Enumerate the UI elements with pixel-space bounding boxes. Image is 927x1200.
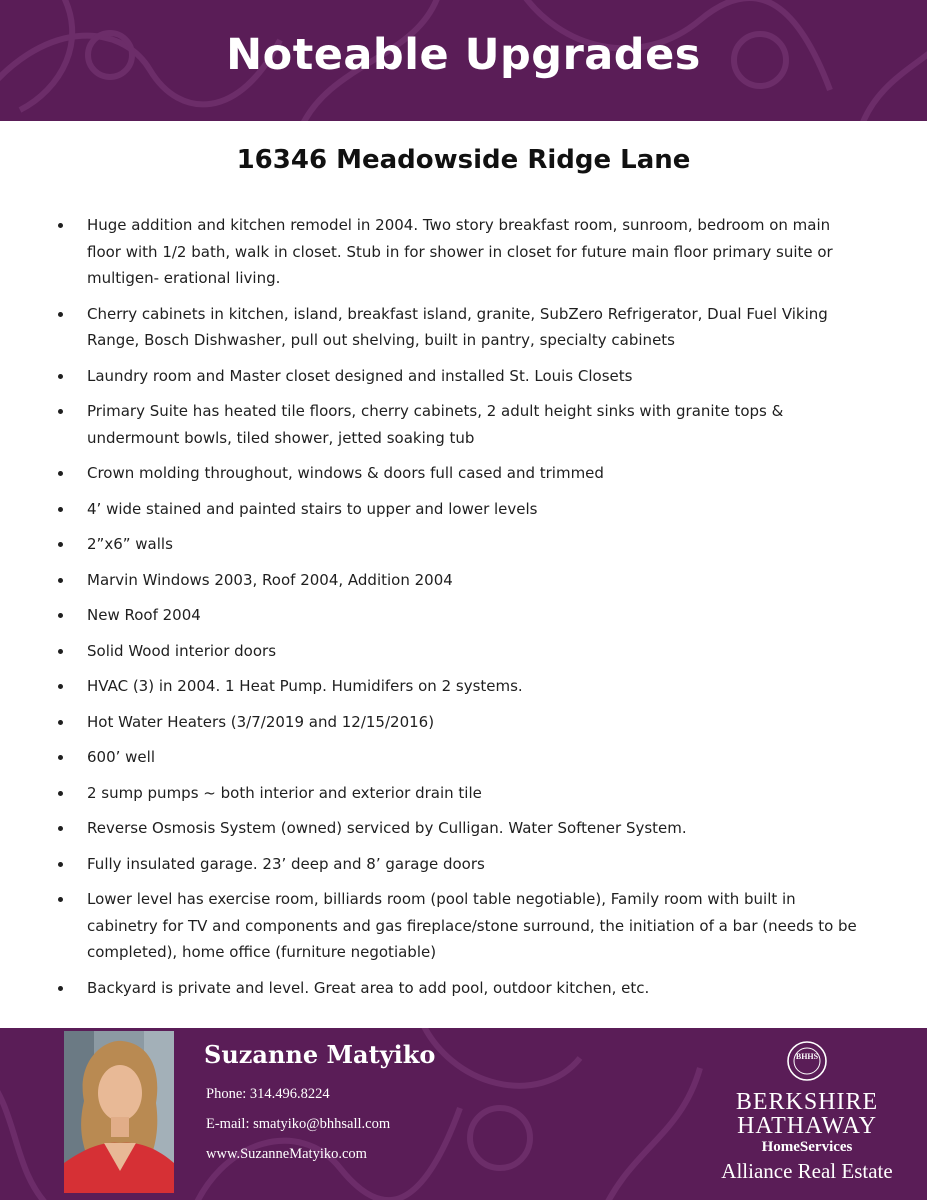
list-item bbox=[58, 602, 868, 629]
list-item bbox=[58, 975, 868, 1002]
list-item bbox=[58, 638, 868, 665]
bullet-icon bbox=[58, 791, 63, 796]
list-item-text: Fully insulated garage. 23’ deep and 8’ garage doors bbox=[87, 854, 485, 873]
list-item-text: 2”x6” walls bbox=[87, 535, 173, 553]
brokerage-logo bbox=[700, 1040, 914, 1184]
upgrades-list bbox=[58, 212, 868, 1010]
agent-portrait-icon bbox=[64, 1031, 174, 1193]
page-title: Noteable Upgrades bbox=[226, 30, 701, 80]
list-item-text: Lower level has exercise room, billiards room (pool table negotiable), Family room with built in cabinetry for TV and components and gas fireplace/stone surround, the initiation of a bar (needs to be completed), home office (furniture negotiable) bbox=[87, 890, 857, 961]
list-item bbox=[58, 886, 868, 966]
bullet-icon bbox=[58, 897, 63, 902]
bullet-icon bbox=[58, 471, 63, 476]
bullet-icon bbox=[58, 826, 63, 831]
list-item-text: Solid Wood interior doors bbox=[87, 641, 277, 660]
list-item-text: New Roof 2004 bbox=[87, 606, 201, 624]
list-item bbox=[58, 709, 868, 736]
seal-text-top: BHHS bbox=[795, 1052, 819, 1061]
bullet-icon bbox=[58, 578, 63, 583]
brand-line-berkshire: BERKSHIRE bbox=[735, 1089, 879, 1115]
bullet-icon bbox=[58, 507, 63, 512]
list-item-text: 600’ well bbox=[87, 748, 155, 766]
bullet-icon bbox=[58, 542, 63, 547]
list-item bbox=[58, 744, 868, 771]
footer-banner bbox=[0, 1028, 927, 1200]
bhhs-seal-icon bbox=[786, 1040, 828, 1082]
list-item bbox=[58, 212, 868, 292]
bullet-icon bbox=[58, 312, 63, 317]
agent-website[interactable]: www.SuzanneMatyiko.com bbox=[206, 1146, 367, 1162]
bullet-icon bbox=[58, 755, 63, 760]
brand-line-alliance: Alliance Real Estate bbox=[721, 1159, 893, 1183]
agent-phone[interactable]: Phone: 314.496.8224 bbox=[206, 1086, 330, 1102]
brand-line-hathaway: HATHAWAY bbox=[737, 1113, 877, 1139]
list-item-text: Hot Water Heaters (3/7/2019 and 12/15/2016) bbox=[87, 712, 435, 731]
list-item-text: Cherry cabinets in kitchen, island, breakfast island, granite, SubZero Refrigerator, Dual Fuel Viking Range, Bosch Dishwasher, pull out shelving, built in pantry, specialty cabinets bbox=[87, 304, 828, 349]
agent-name: Suzanne Matyiko bbox=[204, 1040, 436, 1069]
list-item-text: Backyard is private and level. Great area to add pool, outdoor kitchen, etc. bbox=[87, 978, 650, 997]
list-item bbox=[58, 531, 868, 558]
bullet-icon bbox=[58, 862, 63, 867]
list-item bbox=[58, 567, 868, 594]
property-address: 16346 Meadowside Ridge Lane bbox=[236, 145, 691, 175]
agent-photo bbox=[64, 1031, 174, 1193]
list-item bbox=[58, 460, 868, 487]
list-item-text: HVAC (3) in 2004. 1 Heat Pump. Humidifers on 2 systems. bbox=[87, 677, 523, 695]
bullet-icon bbox=[58, 986, 63, 991]
bullet-icon bbox=[58, 684, 63, 689]
bullet-icon bbox=[58, 720, 63, 725]
bullet-icon bbox=[58, 613, 63, 618]
list-item-text: Reverse Osmosis System (owned) serviced by Culligan. Water Softener System. bbox=[87, 819, 687, 837]
list-item-text: Marvin Windows 2003, Roof 2004, Addition 2004 bbox=[87, 570, 453, 589]
bullet-icon bbox=[58, 223, 63, 228]
list-item bbox=[58, 815, 868, 842]
header-banner bbox=[0, 0, 927, 121]
list-item bbox=[58, 496, 868, 523]
bullet-icon bbox=[58, 374, 63, 379]
list-item-text: Primary Suite has heated tile floors, cherry cabinets, 2 adult height sinks with granite tops & undermount bowls, tiled shower, jetted soaking tub bbox=[87, 402, 784, 447]
bullet-icon bbox=[58, 649, 63, 654]
list-item bbox=[58, 363, 868, 390]
list-item bbox=[58, 673, 868, 700]
list-item-text: Laundry room and Master closet designed and installed St. Louis Closets bbox=[87, 366, 633, 385]
agent-email[interactable]: E-mail: smatyiko@bhhsall.com bbox=[206, 1116, 391, 1132]
brand-line-homeservices: HomeServices bbox=[761, 1139, 853, 1155]
bullet-icon bbox=[58, 409, 63, 414]
list-item-text: Huge addition and kitchen remodel in 2004. Two story breakfast room, sunroom, bedroom on main floor with 1/2 bath, walk in closet. Stub in for shower in closet for future main floor primary suite or multigen- erational living. bbox=[87, 216, 833, 287]
list-item-text: 2 sump pumps ~ both interior and exterior drain tile bbox=[87, 783, 482, 802]
list-item bbox=[58, 301, 868, 354]
list-item bbox=[58, 398, 868, 451]
list-item-text: Crown molding throughout, windows & doors full cased and trimmed bbox=[87, 464, 604, 482]
list-item-text: 4’ wide stained and painted stairs to upper and lower levels bbox=[87, 499, 538, 518]
list-item bbox=[58, 780, 868, 807]
list-item bbox=[58, 851, 868, 878]
